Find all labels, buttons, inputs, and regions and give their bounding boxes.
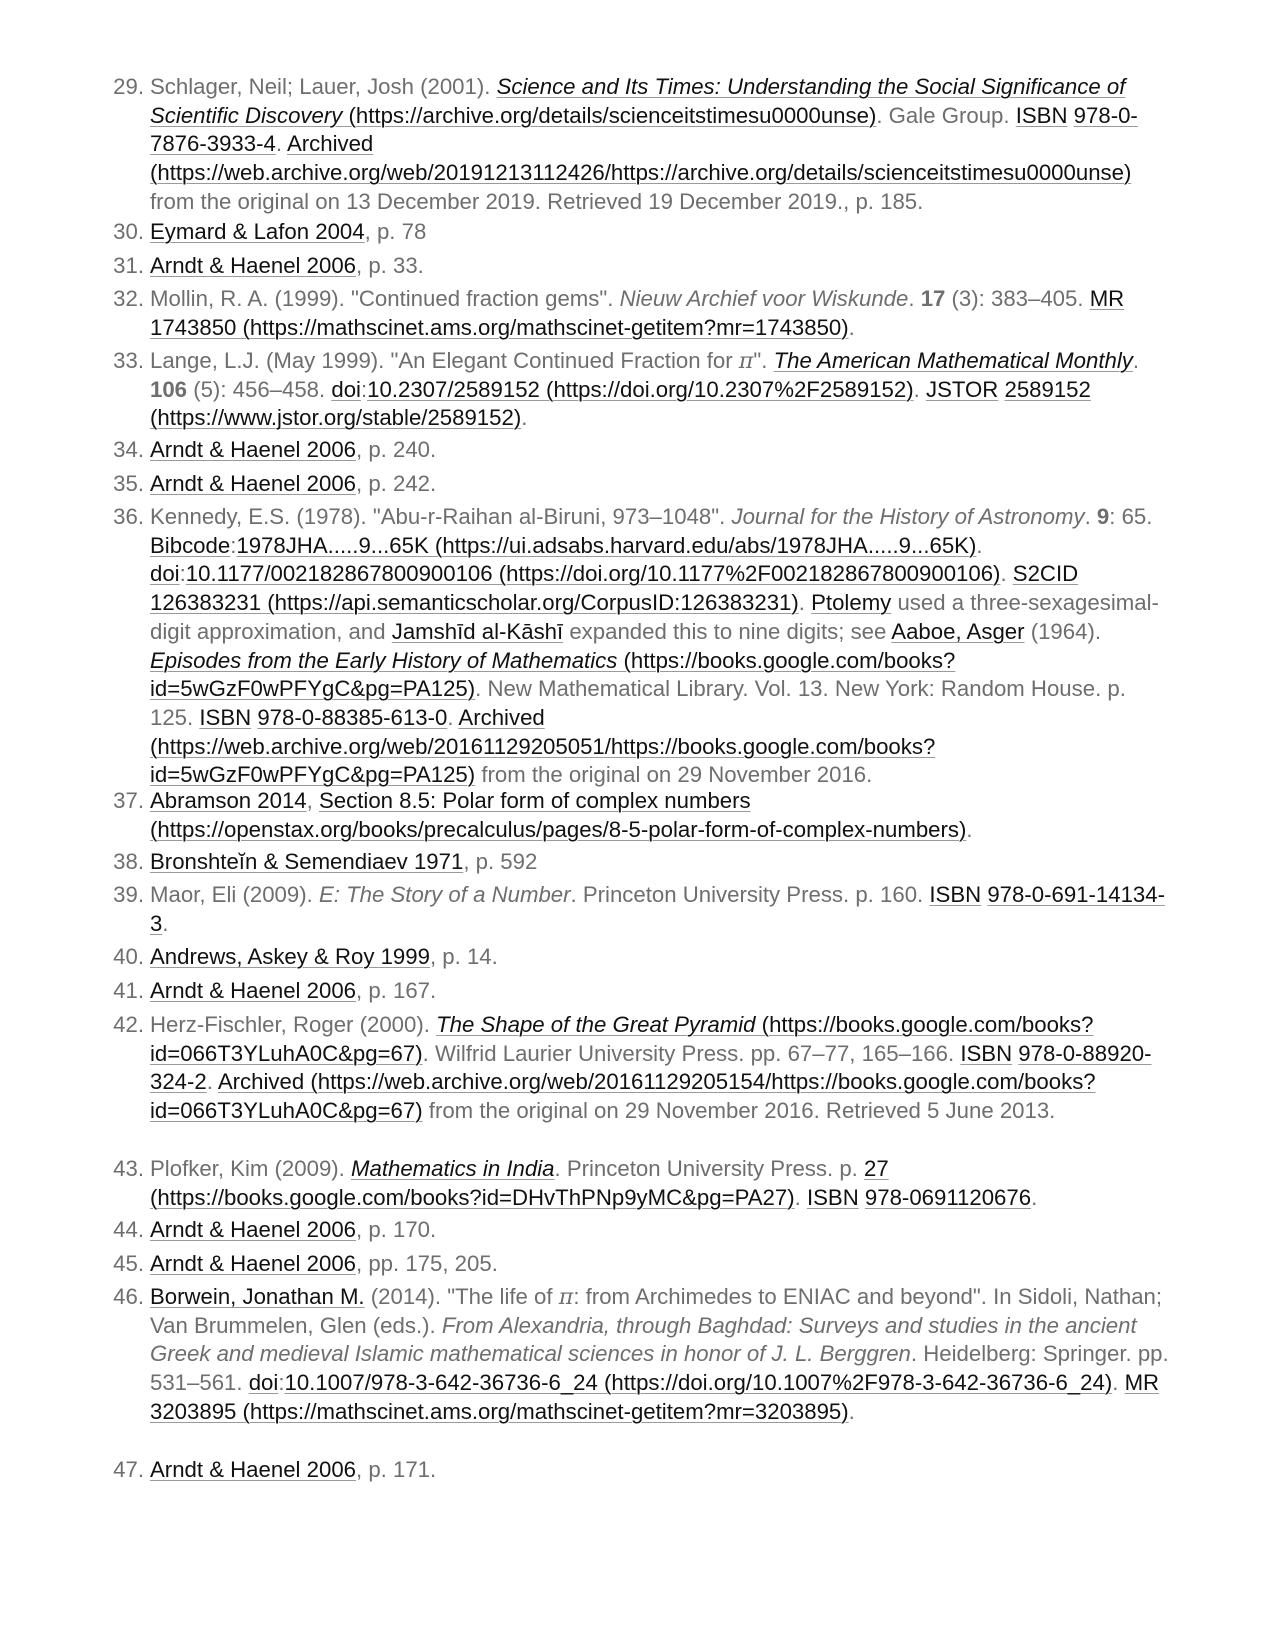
reference-number: 45. bbox=[113, 1251, 144, 1276]
reference-segment: (2014). "The life of bbox=[364, 1284, 559, 1309]
reference-segment: . bbox=[794, 1184, 807, 1210]
reference-text bbox=[150, 437, 436, 462]
reference-link[interactable]: Archived (https://web.archive.org/web/20191213112426/https://archive.org/details/scienceitstimesu0000unse) bbox=[150, 131, 1132, 186]
reference-segment: 17 bbox=[920, 286, 946, 311]
reference-34 bbox=[113, 436, 1170, 465]
reference-segment: . bbox=[1031, 1184, 1038, 1210]
reference-link[interactable]: (https://books.google.com/books?id=066T3YLuhA0C&pg=67) bbox=[150, 1012, 1094, 1066]
reference-link[interactable]: 978-0691120676 bbox=[864, 1184, 1032, 1210]
reference-link[interactable]: Andrews, Askey & Roy 1999 bbox=[150, 944, 430, 969]
reference-segment: Maor, Eli (2009). bbox=[150, 882, 319, 907]
reference-number: 44. bbox=[113, 1217, 144, 1242]
pi-symbol: π bbox=[558, 1284, 574, 1310]
reference-link[interactable]: Arndt & Haenel 2006 bbox=[150, 471, 356, 496]
reference-link[interactable]: MR bbox=[1124, 1370, 1160, 1396]
reference-segment: . bbox=[913, 376, 926, 402]
reference-link[interactable]: (https://books.google.com/books?id=5wGzF0wPFYgC&pg=PA125) bbox=[150, 647, 956, 702]
reference-link[interactable]: Section 8.5: Polar form of complex numbers (https://openstax.org/books/precalculus/pages/8-5-polar-form-of-complex-numbers) bbox=[150, 788, 967, 842]
reference-link[interactable]: 126383231 (https://api.semanticscholar.org/CorpusID:126383231) bbox=[150, 590, 799, 616]
reference-number: 38. bbox=[113, 849, 144, 874]
reference-segment: , p. 592 bbox=[463, 849, 538, 874]
reference-link[interactable]: doi bbox=[150, 561, 180, 587]
reference-number: 46. bbox=[113, 1284, 144, 1309]
reference-segment: : 65. bbox=[1109, 504, 1153, 529]
reference-segment: Herz-Fischler, Roger (2000). bbox=[150, 1012, 437, 1037]
reference-number: 39. bbox=[113, 882, 144, 907]
reference-link[interactable]: Arndt & Haenel 2006 bbox=[150, 1457, 356, 1482]
reference-link[interactable]: 2589152 (https://www.jstor.org/stable/2589152) bbox=[150, 376, 1091, 431]
reference-link[interactable]: 978-0-88385-613-0 bbox=[257, 704, 448, 730]
reference-text bbox=[150, 74, 1138, 214]
reference-46 bbox=[113, 1283, 1170, 1427]
reference-segment: , p. 78 bbox=[364, 219, 427, 244]
reference-text bbox=[150, 849, 537, 874]
reference-link[interactable]: Arndt & Haenel 2006 bbox=[150, 253, 356, 278]
reference-segment: : bbox=[230, 532, 237, 558]
reference-segment: . bbox=[1084, 504, 1097, 529]
reference-link[interactable]: Archived (https://web.archive.org/web/20161129205051/https://books.google.com/books?id=5wGzF0wPFYgC&pg=PA125) bbox=[150, 704, 936, 788]
reference-segment: . Princeton University Press. p. bbox=[554, 1156, 864, 1181]
reference-text bbox=[150, 944, 498, 969]
reference-link[interactable]: Aaboe, Asger bbox=[891, 618, 1025, 644]
reference-segment: , p. 170. bbox=[356, 1217, 437, 1242]
reference-segment: (1964). bbox=[1024, 618, 1101, 644]
reference-segment: Journal for the History of Astronomy bbox=[731, 504, 1085, 529]
reference-segment: Mollin, R. A. (1999). "Continued fraction gems". bbox=[150, 286, 620, 311]
reference-text bbox=[150, 286, 1124, 340]
reference-29 bbox=[113, 73, 1170, 217]
reference-text bbox=[150, 788, 973, 842]
reference-number: 43. bbox=[113, 1156, 144, 1181]
reference-link[interactable]: The American Mathematical Monthly bbox=[773, 348, 1133, 373]
reference-segment: . bbox=[521, 405, 528, 431]
reference-link[interactable]: 1978JHA.....9...65K (https://ui.adsabs.harvard.edu/abs/1978JHA.....9...65K) bbox=[236, 532, 977, 558]
reference-link[interactable]: ISBN bbox=[806, 1184, 859, 1210]
reference-link[interactable]: Bronshteĭn & Semendiaev 1971 bbox=[150, 849, 464, 874]
reference-segment: , p. 33. bbox=[356, 253, 424, 278]
reference-link[interactable]: ISBN bbox=[199, 704, 252, 730]
reference-segment: . bbox=[848, 314, 855, 340]
reference-link[interactable]: 3203895 (https://mathscinet.ams.org/mathscinet-getitem?mr=3203895) bbox=[150, 1398, 849, 1424]
reference-segment: . bbox=[447, 704, 459, 730]
reference-link[interactable]: Bibcode bbox=[150, 532, 231, 558]
reference-41 bbox=[113, 977, 1170, 1006]
reference-segment: . bbox=[908, 286, 921, 311]
reference-40 bbox=[113, 943, 1170, 972]
reference-link[interactable]: 10.2307/2589152 (https://doi.org/10.2307%2F2589152) bbox=[367, 376, 914, 402]
reference-number: 32. bbox=[113, 286, 144, 311]
reference-link[interactable]: 27 (https://books.google.com/books?id=DHvThPNp9yMC&pg=PA27) bbox=[150, 1156, 889, 1210]
reference-link[interactable]: 10.1177/002182867800900106 (https://doi.org/10.1177%2F002182867800900106) bbox=[185, 561, 1001, 587]
reference-number: 31. bbox=[113, 253, 144, 278]
reference-segment: from the original on 13 December 2019. Retrieved 19 December 2019., p. 185. bbox=[150, 188, 924, 214]
reference-text bbox=[150, 1251, 498, 1276]
reference-47 bbox=[113, 1456, 1170, 1485]
reference-link[interactable]: Ptolemy bbox=[811, 590, 892, 616]
reference-link[interactable]: Episodes from the Early History of Mathematics bbox=[150, 647, 618, 673]
reference-segment: Schlager, Neil; Lauer, Josh (2001). bbox=[150, 74, 497, 99]
reference-text bbox=[150, 978, 436, 1003]
reference-number: 40. bbox=[113, 944, 144, 969]
reference-segment: . bbox=[275, 131, 287, 157]
reference-42 bbox=[113, 1011, 1170, 1126]
reference-link[interactable]: Arndt & Haenel 2006 bbox=[150, 978, 356, 1003]
reference-44 bbox=[113, 1216, 1170, 1245]
reference-segment: . New Mathematical Library. Vol. 13. New York: Random House. p. 125. bbox=[150, 676, 1126, 730]
reference-link[interactable]: Archived (https://web.archive.org/web/20161129205154/https://books.google.com/books?id=066T3YLuhA0C&pg=67) bbox=[150, 1069, 1096, 1124]
reference-link[interactable]: Mathematics in India bbox=[351, 1156, 555, 1181]
reference-segment: , p. 240. bbox=[356, 437, 437, 462]
reference-segment: E: The Story of a Number bbox=[318, 882, 571, 907]
reference-link[interactable]: 978-0-691-14134-3 bbox=[150, 882, 1165, 936]
reference-37 bbox=[113, 787, 1170, 844]
reference-segment: . bbox=[848, 1398, 855, 1424]
reference-segment: , pp. 175, 205. bbox=[356, 1251, 498, 1276]
pi-symbol: π bbox=[738, 348, 754, 374]
reference-text bbox=[150, 253, 424, 278]
reference-link[interactable]: doi bbox=[331, 376, 361, 402]
reference-segment: , p. 167. bbox=[356, 978, 437, 1003]
reference-number: 29. bbox=[113, 74, 144, 99]
reference-segment: ". bbox=[753, 348, 774, 373]
reference-link[interactable]: Abramson 2014 bbox=[150, 788, 307, 813]
reference-link[interactable]: MR bbox=[1089, 286, 1125, 311]
reference-link[interactable]: 10.1007/978-3-642-36736-6_24 (https://doi.org/10.1007%2F978-3-642-36736-6_24) bbox=[284, 1370, 1113, 1396]
reference-segment: (3): 383–405. bbox=[945, 286, 1090, 311]
reference-segment: . bbox=[976, 532, 983, 558]
reference-segment: 9 bbox=[1096, 504, 1110, 529]
reference-segment: . bbox=[1132, 348, 1140, 373]
reference-segment: . Gale Group. bbox=[876, 102, 1016, 128]
reference-number: 30. bbox=[113, 219, 144, 244]
reference-segment: . bbox=[162, 910, 169, 936]
reference-number: 35. bbox=[113, 471, 144, 496]
reference-text bbox=[150, 1284, 1169, 1424]
reference-segment: . bbox=[1112, 1370, 1125, 1396]
reference-segment: Kennedy, E.S. (1978). "Abu-r-Raihan al-Biruni, 973–1048". bbox=[150, 504, 732, 529]
reference-segment: used a three-sexagesimal-digit approximation, and bbox=[150, 590, 1159, 644]
reference-segment: : bbox=[179, 561, 186, 587]
reference-link[interactable]: Arndt & Haenel 2006 bbox=[150, 437, 356, 462]
reference-number: 33. bbox=[113, 348, 144, 373]
reference-31 bbox=[113, 252, 1170, 281]
reference-segment: , bbox=[306, 788, 319, 813]
reference-43 bbox=[113, 1155, 1170, 1212]
reference-link[interactable]: Jamshīd al-Kāshī bbox=[391, 618, 564, 644]
reference-38 bbox=[113, 848, 1170, 877]
reference-35 bbox=[113, 470, 1170, 499]
reference-segment: from the original on 29 November 2016. bbox=[475, 762, 873, 788]
reference-text bbox=[150, 1457, 436, 1482]
reference-link[interactable]: 978-0-7876-3933-4 bbox=[150, 102, 1138, 157]
reference-30 bbox=[113, 218, 1170, 247]
reference-link[interactable]: Borwein, Jonathan M. bbox=[150, 1284, 365, 1309]
reference-link[interactable]: (https://archive.org/details/scienceitstimesu0000unse) bbox=[342, 102, 877, 128]
reference-link[interactable]: ISBN bbox=[960, 1040, 1013, 1066]
reference-segment: From Alexandria, through Baghdad: Surveys and studies in the ancient Greek and medieval Islamic mathematical sciences in honor of J. L. Berggren bbox=[150, 1312, 1137, 1367]
reference-segment: : bbox=[278, 1370, 285, 1396]
reference-33 bbox=[113, 347, 1170, 433]
reference-link[interactable]: Arndt & Haenel 2006 bbox=[150, 1251, 356, 1276]
reference-32 bbox=[113, 285, 1170, 342]
reference-segment: . bbox=[798, 590, 812, 616]
reference-link[interactable]: ISBN bbox=[929, 882, 982, 907]
reference-number: 47. bbox=[113, 1457, 144, 1482]
reference-segment: 106 bbox=[150, 376, 188, 402]
reference-segment: , p. 171. bbox=[356, 1457, 437, 1482]
reference-45 bbox=[113, 1250, 1170, 1279]
reference-segment: . bbox=[966, 816, 973, 842]
reference-link[interactable]: Eymard & Lafon 2004 bbox=[150, 219, 365, 244]
reference-link[interactable]: The Shape of the Great Pyramid bbox=[436, 1012, 756, 1037]
reference-segment: (5): 456–458. bbox=[187, 376, 332, 402]
reference-segment: . bbox=[1000, 561, 1013, 587]
reference-segment: . Wilfrid Laurier University Press. pp. 67–77, 165–166. bbox=[422, 1040, 961, 1066]
reference-segment: from the original on 29 November 2016. Retrieved 5 June 2013. bbox=[422, 1098, 1056, 1124]
reference-text bbox=[150, 471, 436, 496]
reference-text bbox=[150, 882, 1165, 936]
reference-segment: . Princeton University Press. p. 160. bbox=[570, 882, 930, 907]
reference-segment: . bbox=[206, 1069, 218, 1095]
reference-number: 34. bbox=[113, 437, 144, 462]
reference-number: 36. bbox=[113, 504, 144, 529]
reference-link[interactable]: Science and Its Times: Understanding the Social Significance of Scientific Discovery bbox=[150, 74, 1126, 128]
reference-number: 37. bbox=[113, 788, 144, 813]
reference-segment: Plofker, Kim (2009). bbox=[150, 1156, 351, 1181]
reference-39 bbox=[113, 881, 1170, 938]
reference-link[interactable]: JSTOR bbox=[925, 376, 999, 402]
reference-segment: , p. 14. bbox=[429, 944, 498, 969]
reference-segment: : from Archimedes to ENIAC and beyond". In Sidoli, Nathan; Van Brummelen, Glen (eds.). bbox=[150, 1284, 1163, 1338]
reference-segment: expanded this to nine digits; see bbox=[563, 618, 892, 644]
reference-text bbox=[150, 1156, 1037, 1210]
reference-link[interactable]: Arndt & Haenel 2006 bbox=[150, 1217, 356, 1242]
reference-text bbox=[150, 348, 1139, 430]
reference-link[interactable]: 1743850 (https://mathscinet.ams.org/mathscinet-getitem?mr=1743850) bbox=[150, 314, 849, 340]
reference-link[interactable]: ISBN bbox=[1015, 102, 1068, 128]
reference-segment: . Heidelberg: Springer. pp. 531–561. bbox=[150, 1341, 1169, 1396]
reference-text bbox=[150, 219, 426, 244]
reference-36 bbox=[113, 503, 1170, 790]
reference-link[interactable]: doi bbox=[248, 1370, 279, 1396]
reference-text bbox=[150, 504, 1159, 787]
reference-text bbox=[150, 1012, 1152, 1123]
reference-segment: Nieuw Archief voor Wiskunde bbox=[619, 286, 909, 311]
reference-segment: , p. 242. bbox=[356, 471, 437, 496]
reference-number: 41. bbox=[113, 978, 144, 1003]
reference-number: 42. bbox=[113, 1012, 144, 1037]
reference-segment: Lange, L.J. (May 1999). "An Elegant Continued Fraction for bbox=[150, 348, 739, 373]
reference-segment: : bbox=[360, 376, 368, 402]
reference-text bbox=[150, 1217, 436, 1242]
reference-link[interactable]: S2CID bbox=[1012, 561, 1079, 587]
reference-link[interactable]: 978-0-88920-324-2 bbox=[150, 1040, 1152, 1095]
